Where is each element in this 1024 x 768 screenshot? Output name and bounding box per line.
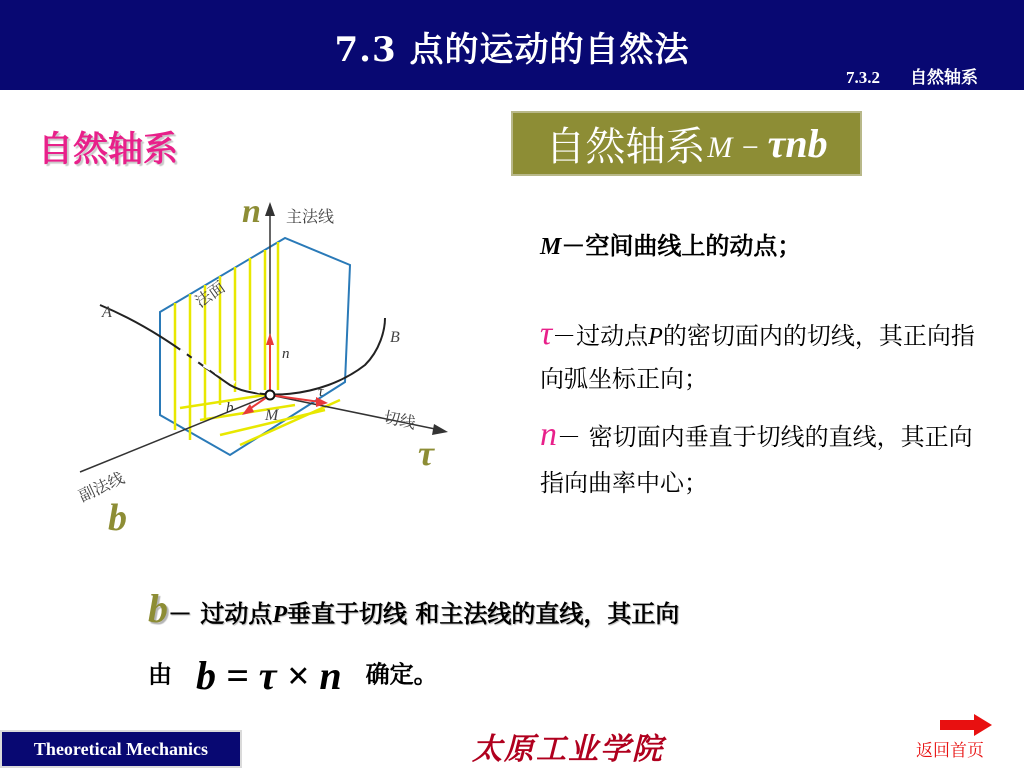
header-bar [0, 0, 1024, 90]
formula-m: M [707, 131, 733, 164]
label-point-b: B [390, 329, 400, 346]
m-description [540, 226, 801, 261]
b-equation: b = τ × n [196, 653, 342, 698]
b-text-1: － 过动点 [168, 600, 273, 628]
label-tau-big: τ [418, 433, 434, 473]
b-text-2: 垂直于切线 和主法线的直线，其正向 [287, 600, 680, 628]
tau-description [540, 313, 980, 400]
tau-symbol: τ [540, 315, 553, 352]
n-description [540, 412, 980, 506]
box-text: 自然轴系 [545, 124, 706, 170]
label-binormal: 副法线 [75, 468, 128, 506]
tau-text-1: －过动点 [552, 322, 649, 350]
n-symbol: n [540, 416, 557, 453]
school-logo: 太原工业学院 [472, 732, 664, 767]
tau-text-2: 的密切面内的切线，其正向指向弧坐标正向； [540, 322, 975, 393]
formula-minus: − [732, 131, 768, 164]
section-name: 自然轴系 [910, 68, 978, 88]
tau-point: P [648, 324, 663, 350]
label-small-tau: τ [318, 384, 324, 400]
label-small-b: b [226, 400, 234, 416]
label-tangent: 切线 [382, 407, 418, 433]
label-small-n: n [282, 346, 290, 362]
b-determined: 确定。 [365, 660, 438, 689]
b-by: 由 [148, 660, 172, 689]
label-normal-plane: 法面 [191, 277, 229, 312]
natural-axes-box [511, 111, 862, 176]
section-indicator [846, 63, 978, 88]
natural-axes-diagram [60, 190, 460, 540]
moving-point [266, 391, 275, 400]
section-heading: 自然轴系 [38, 130, 179, 170]
b-equation-line [148, 652, 438, 699]
box-formula [707, 120, 827, 167]
b-symbol: b [148, 586, 168, 631]
n-text: － 密切面内垂直于切线的直线，其正向指向曲率中心； [540, 423, 973, 497]
m-symbol: M [540, 234, 562, 260]
page-title: 7.3 点的运动的自然法 [334, 30, 690, 70]
b-description [148, 585, 679, 632]
label-point-m: M [265, 407, 279, 424]
course-name-footer: Theoretical Mechanics [0, 730, 242, 768]
formula-nb: nb [785, 121, 828, 166]
m-text: －空间曲线上的动点； [561, 232, 802, 260]
b-point: P [272, 602, 288, 628]
section-number: 7.3.2 [846, 68, 880, 87]
label-n-big: n [242, 193, 261, 230]
formula-tau: τ [767, 121, 786, 166]
normal-plane [160, 238, 350, 455]
label-b-big: b [108, 497, 127, 539]
main-normal-arrowhead [265, 202, 275, 216]
back-arrow-icon[interactable] [940, 714, 992, 736]
back-to-home-link[interactable]: 返回首页 [916, 741, 984, 761]
label-main-normal: 主法线 [286, 207, 335, 226]
tangent-arrowhead [432, 424, 448, 435]
label-point-a: A [102, 304, 112, 321]
